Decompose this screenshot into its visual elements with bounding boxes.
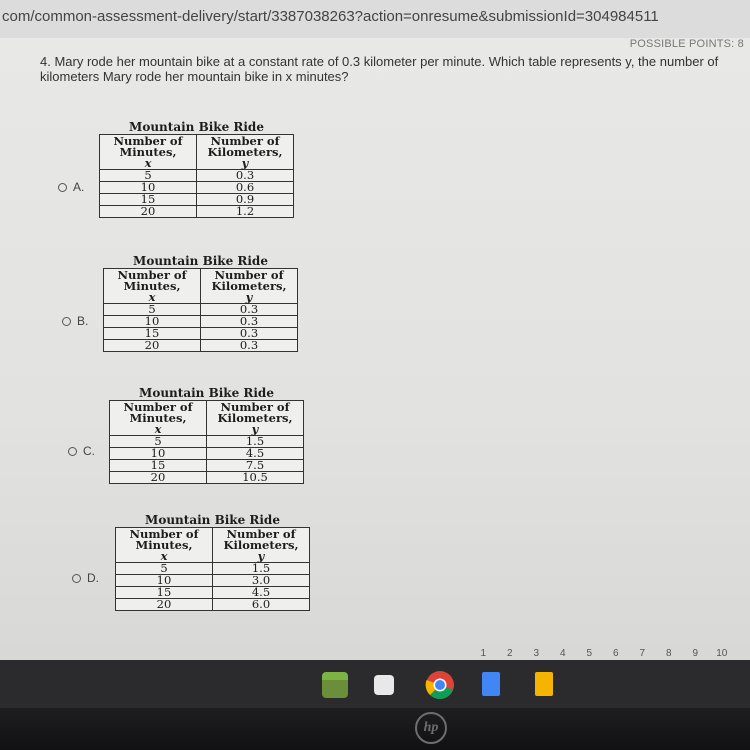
option-d-radio[interactable] [72, 571, 99, 585]
option-label: C. [83, 444, 95, 458]
table-row: 10 0.3 [104, 316, 298, 328]
option-label: A. [73, 180, 85, 194]
radio-circle-icon[interactable] [68, 447, 77, 456]
option-a-table [99, 121, 294, 218]
assessment-page [0, 38, 750, 660]
col1-header: Number of Minutes, x [116, 528, 213, 563]
page-link[interactable]: 10 [716, 648, 728, 659]
table-row: 5 0.3 [100, 170, 294, 182]
laptop-bezel [0, 708, 750, 750]
address-bar[interactable] [0, 0, 750, 39]
pagination [470, 648, 735, 660]
page-link[interactable]: 8 [665, 648, 672, 659]
page-link[interactable]: 6 [612, 648, 619, 659]
page-link[interactable]: 4 [559, 648, 566, 659]
page-link[interactable]: 5 [586, 648, 593, 659]
table-row: 10 3.0 [116, 575, 310, 587]
option-d-table [115, 514, 310, 611]
option-c-table [109, 387, 304, 484]
data-table [115, 527, 310, 611]
table-title: Mountain Bike Ride [145, 513, 280, 527]
col2-header: Number of Kilometers, y [207, 401, 304, 436]
col2-header: Number of Kilometers, y [213, 528, 310, 563]
radio-circle-icon[interactable] [62, 317, 71, 326]
table-row: 10 4.5 [110, 448, 304, 460]
question-text: 4. Mary rode her mountain bike at a constant rate of 0.3 kilometer per minute. Which table represents y, the number of kilometers Mary rode her mountain bike in x minutes? [40, 54, 719, 84]
table-row: 20 1.2 [100, 206, 294, 218]
data-table [109, 400, 304, 484]
table-row: 20 6.0 [116, 599, 310, 611]
page-link[interactable]: 7 [639, 648, 646, 659]
option-label: B. [77, 314, 89, 328]
option-label: D. [87, 571, 99, 585]
data-table [99, 134, 294, 218]
option-b-table [103, 255, 298, 352]
table-row: 5 1.5 [110, 436, 304, 448]
col2-header: Number of Kilometers, y [197, 135, 294, 170]
page-link[interactable]: 2 [506, 648, 513, 659]
table-row: 5 0.3 [104, 304, 298, 316]
page-link[interactable]: 9 [692, 648, 699, 659]
table-row: 15 0.9 [100, 194, 294, 206]
table-title: Mountain Bike Ride [139, 386, 274, 400]
radio-circle-icon[interactable] [58, 183, 67, 192]
table-row: 10 0.6 [100, 182, 294, 194]
google-docs-icon[interactable] [482, 672, 500, 696]
table-row: 15 0.3 [104, 328, 298, 340]
col2-header: Number of Kilometers, y [201, 269, 298, 304]
col1-header: Number of Minutes, x [110, 401, 207, 436]
col1-header: Number of Minutes, x [100, 135, 197, 170]
table-row: 15 7.5 [110, 460, 304, 472]
hp-logo-icon: hp [415, 712, 447, 744]
data-table [103, 268, 298, 352]
table-row: 20 10.5 [110, 472, 304, 484]
minecraft-icon[interactable] [322, 672, 348, 698]
option-b-radio[interactable] [62, 314, 88, 328]
os-shelf [0, 660, 750, 708]
url-text[interactable]: com/common-assessment-delivery/start/3387038263?action=onresume&submissionId=304984511 [2, 8, 659, 25]
table-row: 20 0.3 [104, 340, 298, 352]
app-icon[interactable] [374, 675, 394, 695]
table-row: 15 4.5 [116, 587, 310, 599]
option-c-radio[interactable] [68, 444, 95, 458]
table-title: Mountain Bike Ride [133, 254, 268, 268]
chrome-icon[interactable] [425, 670, 455, 700]
possible-points: POSSIBLE POINTS: 8 [629, 38, 744, 50]
radio-circle-icon[interactable] [72, 574, 81, 583]
option-a-radio[interactable] [58, 180, 84, 194]
table-title: Mountain Bike Ride [129, 120, 264, 134]
table-row: 5 1.5 [116, 563, 310, 575]
page-link[interactable]: 1 [480, 648, 487, 659]
google-slides-icon[interactable] [535, 672, 553, 696]
page-link[interactable]: 3 [533, 648, 540, 659]
col1-header: Number of Minutes, x [104, 269, 201, 304]
